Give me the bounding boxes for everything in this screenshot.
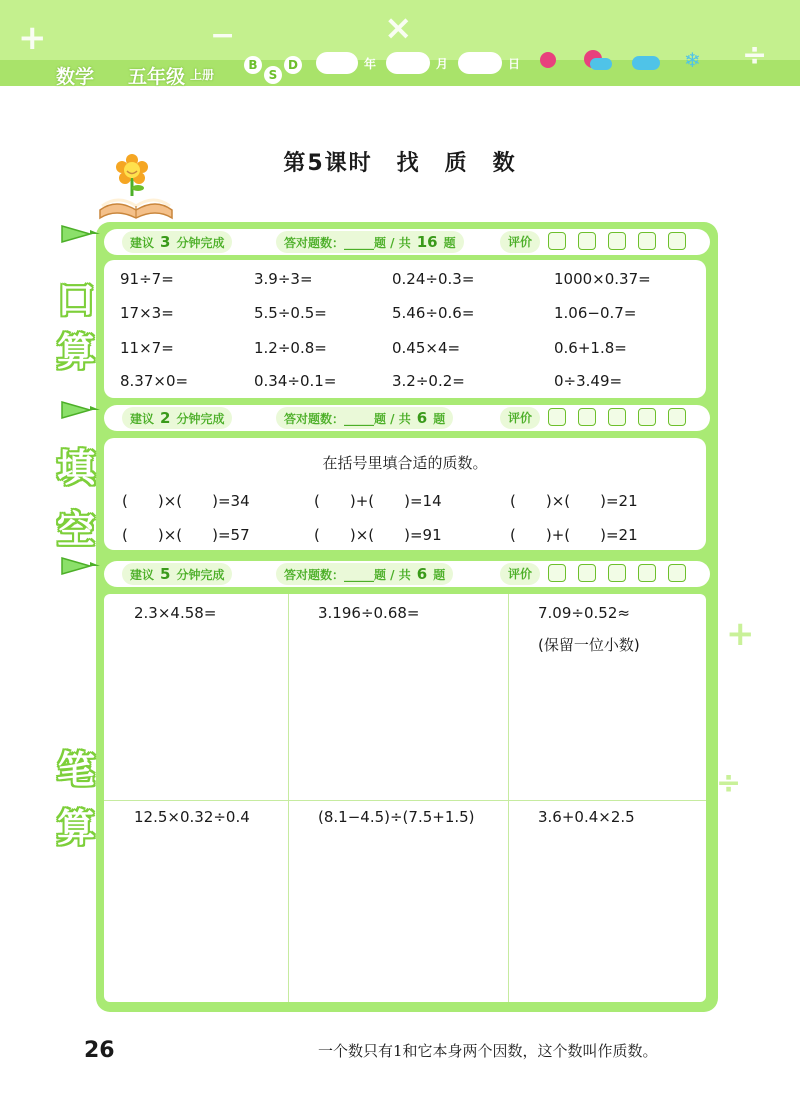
edition-letter-s: S — [264, 66, 282, 84]
month-label: 月 — [436, 57, 449, 71]
day-field[interactable] — [458, 52, 502, 74]
fill-instruction: 在括号里填合适的质数。 — [322, 454, 488, 472]
subject-label: 数学 — [56, 66, 95, 88]
grid-divider — [104, 800, 706, 801]
section-bar-3 — [104, 561, 710, 587]
oral-problem: 1000×0.37= — [554, 270, 651, 288]
oral-problem: 3.2÷0.2= — [392, 372, 465, 390]
fill-problem[interactable]: ( )+( )=21 — [510, 526, 638, 544]
month-field[interactable] — [386, 52, 430, 74]
oral-problem: 5.5÷0.5= — [254, 304, 327, 322]
thumb-rating-icon[interactable] — [578, 408, 596, 426]
day-label: 日 — [508, 57, 521, 71]
oral-problem: 0.45×4= — [392, 339, 461, 357]
thumb-rating-icon[interactable] — [578, 232, 596, 250]
fill-blank-panel — [104, 438, 706, 550]
fill-problem[interactable]: ( )×( )=57 — [122, 526, 250, 544]
written-problem: 3.6+0.4×2.5 — [538, 808, 635, 826]
thumb-rating-icon[interactable] — [668, 232, 686, 250]
section-label-char: 填 — [56, 446, 95, 490]
written-problem: 7.09÷0.52≈ — [538, 604, 630, 622]
oral-problem: 1.2÷0.8= — [254, 339, 327, 357]
oral-problem: 5.46÷0.6= — [392, 304, 475, 322]
written-problem: 3.196÷0.68= — [318, 604, 420, 622]
thumb-rating-icon[interactable] — [548, 564, 566, 582]
answered-count-1: 答对题数：_____题 / 共 16 题 — [276, 231, 464, 253]
edition-letter-b: B — [244, 56, 262, 74]
grade-label: 五年级 — [128, 66, 186, 88]
sunny-weather-icon[interactable] — [540, 52, 556, 68]
thumb-rating-icon[interactable] — [578, 564, 596, 582]
written-calc-panel — [104, 594, 706, 1002]
page-number: 26 — [84, 1038, 115, 1063]
oral-problem: 91÷7= — [120, 270, 174, 288]
year-label: 年 — [364, 57, 377, 71]
rating-label-1: 评价 — [500, 231, 540, 253]
oral-problem: 0.34÷0.1= — [254, 372, 337, 390]
thumb-rating-icon[interactable] — [638, 408, 656, 426]
fill-problem[interactable]: ( )×( )=91 — [314, 526, 442, 544]
section-label-char: 空 — [56, 508, 95, 552]
written-problem: 12.5×0.32÷0.4 — [134, 808, 250, 826]
edition-letter-d: D — [284, 56, 302, 74]
pencil-icon — [60, 224, 100, 244]
year-field[interactable] — [316, 52, 358, 74]
header-white-base — [0, 86, 800, 116]
grid-divider — [508, 594, 509, 1002]
section-bar-1 — [104, 229, 710, 255]
section-label-char: 口 — [56, 278, 95, 322]
written-problem: 2.3×4.58= — [134, 604, 217, 622]
flower-icon — [112, 154, 152, 198]
rounding-note: (保留一位小数) — [538, 636, 640, 654]
section-bar-2 — [104, 405, 710, 431]
thumb-rating-icon[interactable] — [608, 408, 626, 426]
thumb-rating-icon[interactable] — [548, 408, 566, 426]
rating-label-2: 评价 — [500, 407, 540, 429]
volume-label: 上册 — [190, 68, 215, 82]
pencil-icon — [60, 556, 100, 576]
thumb-rating-icon[interactable] — [638, 564, 656, 582]
plus-deco-icon: + — [726, 614, 755, 654]
oral-problem: 8.37×0= — [120, 372, 189, 390]
oral-problem: 11×7= — [120, 339, 174, 357]
oral-problem: 17×3= — [120, 304, 174, 322]
suggest-time-3: 建议 5 分钟完成 — [122, 563, 232, 585]
answered-count-2: 答对题数：_____题 / 共 6 题 — [276, 407, 453, 429]
oral-problem: 0.6+1.8= — [554, 339, 627, 357]
oral-problem: 1.06−0.7= — [554, 304, 637, 322]
cloudy-weather-icon[interactable] — [632, 56, 660, 70]
oral-calc-panel — [104, 260, 706, 398]
grid-divider — [288, 594, 289, 1002]
answered-count-3: 答对题数：_____题 / 共 6 题 — [276, 563, 453, 585]
plus-deco-icon: + — [18, 18, 47, 58]
oral-problem: 3.9÷3= — [254, 270, 313, 288]
thumb-rating-icon[interactable] — [668, 408, 686, 426]
fill-problem[interactable]: ( )×( )=34 — [122, 492, 250, 510]
rating-label-3: 评价 — [500, 563, 540, 585]
fill-problem[interactable]: ( )+( )=14 — [314, 492, 442, 510]
thumb-rating-icon[interactable] — [548, 232, 566, 250]
oral-problem: 0÷3.49= — [554, 372, 623, 390]
suggest-time-2: 建议 2 分钟完成 — [122, 407, 232, 429]
section-label-char: 算 — [56, 330, 95, 374]
fill-problem[interactable]: ( )×( )=21 — [510, 492, 638, 510]
minus-deco-icon: − — [210, 18, 236, 53]
pencil-icon — [60, 400, 100, 420]
oral-problem: 0.24÷0.3= — [392, 270, 475, 288]
definition-note: 一个数只有1和它本身两个因数，这个数叫作质数。 — [318, 1042, 658, 1060]
snow-weather-icon[interactable]: ❄ — [684, 48, 701, 72]
section-label-char: 笔 — [56, 748, 95, 792]
divide-deco-icon: ÷ — [742, 38, 768, 73]
times-deco-icon: × — [384, 8, 413, 48]
thumb-rating-icon[interactable] — [608, 564, 626, 582]
thumb-rating-icon[interactable] — [668, 564, 686, 582]
thumb-rating-icon[interactable] — [608, 232, 626, 250]
page-title: 第5课时 找 质 数 — [283, 151, 517, 176]
suggest-time-1: 建议 3 分钟完成 — [122, 231, 232, 253]
divide-deco-icon: ÷ — [716, 766, 742, 801]
written-problem: (8.1−4.5)÷(7.5+1.5) — [318, 808, 475, 826]
section-label-char: 算 — [56, 806, 95, 850]
thumb-rating-icon[interactable] — [638, 232, 656, 250]
cloud-icon — [590, 58, 612, 70]
